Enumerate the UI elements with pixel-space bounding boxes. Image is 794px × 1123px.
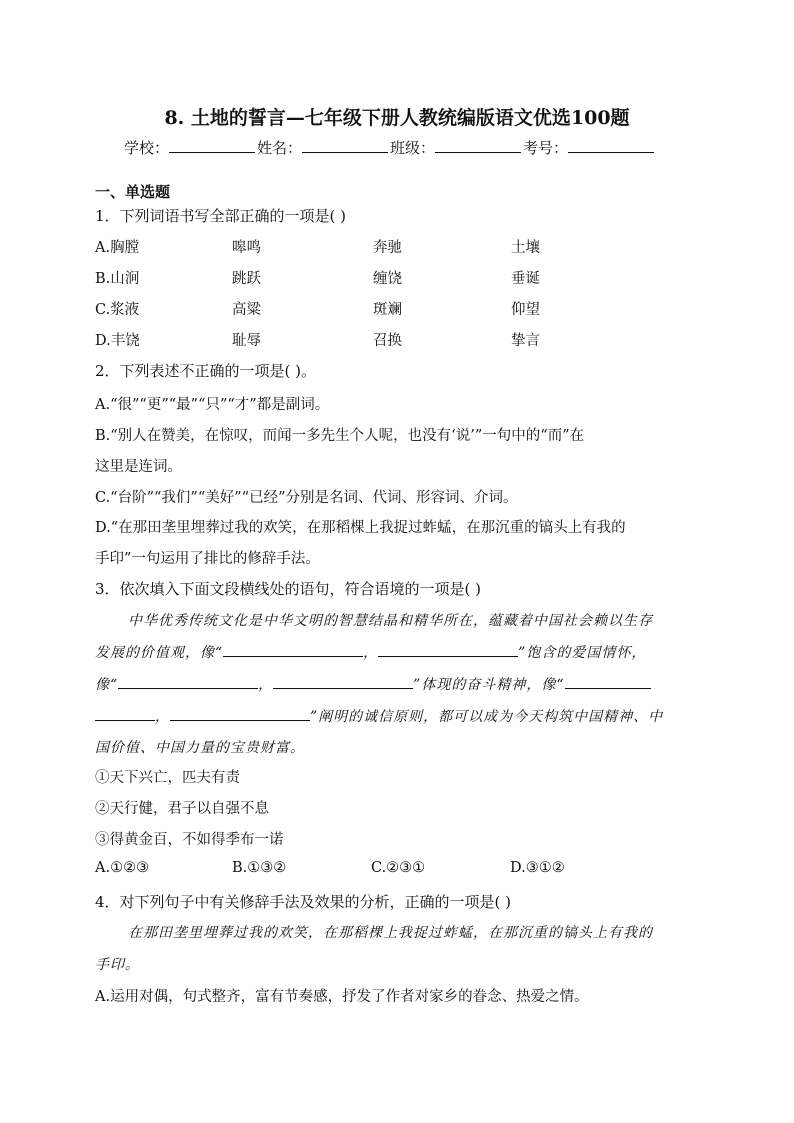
q3-passage-line1: 中华优秀传统文化是中华文明的智慧结晶和精华所在，蕴藏着中国社会赖以生存 xyxy=(128,613,653,629)
q4-stem: 4．对下列句子中有关修辞手法及效果的分析，正确的一项是( ) xyxy=(95,893,512,911)
class-blank[interactable] xyxy=(435,136,521,153)
q2-option-a: A.“很”“更”“最”“只”“才”都是副词。 xyxy=(95,397,330,413)
q3-passage-line3 xyxy=(95,674,651,694)
q3-item-3: ③得黄金百，不如得季布一诺 xyxy=(95,832,284,848)
q3-stem: 3．依次填入下面文段横线处的语句，符合语境的一项是( ) xyxy=(95,580,482,598)
q3-text: ， xyxy=(363,645,379,661)
q1-row-b-col3: 缠饶 xyxy=(373,271,402,287)
q1-row-a-col3: 奔驰 xyxy=(373,240,402,256)
q3-text: ， xyxy=(258,677,274,693)
q1-row-a-col1: A.胸膛 xyxy=(95,240,140,256)
blank-line[interactable] xyxy=(170,706,310,721)
q2-option-b-line1: B.“别人在赞美，在惊叹，而闻一多先生个人呢，也没有‘说’”一句中的“而”在 xyxy=(95,428,585,444)
class-label: 班级： xyxy=(390,139,436,157)
q3-item-2: ②天行健，君子以自强不息 xyxy=(95,801,269,817)
q2-option-b-line2: 这里是连词。 xyxy=(95,459,182,475)
blank-line[interactable] xyxy=(223,642,363,657)
page-title: 8. 土地的誓言—七年级下册人教统编版语文优选100题 xyxy=(164,107,630,129)
q3-passage-line2 xyxy=(95,642,646,662)
q3-passage-line5: 国价值、中国力量的宝贵财富。 xyxy=(95,740,305,756)
school-label: 学校： xyxy=(124,139,170,157)
q1-row-d-col3: 召换 xyxy=(373,333,402,349)
q1-row-a-col4: 土壤 xyxy=(511,240,540,256)
q3-option-d: D.③①② xyxy=(510,860,565,876)
q1-row-b-col1: B.山涧 xyxy=(95,271,140,287)
school-blank[interactable] xyxy=(169,136,255,153)
q2-option-d-line2: 手印”一句运用了排比的修辞手法。 xyxy=(95,551,320,567)
blank-line[interactable] xyxy=(273,674,413,689)
student-info-line xyxy=(124,136,656,158)
q3-option-b: B.①③② xyxy=(232,860,287,876)
q1-row-c-col4: 仰望 xyxy=(511,302,540,318)
q3-passage-line4 xyxy=(95,706,663,726)
name-blank[interactable] xyxy=(302,136,388,153)
q3-text: ， xyxy=(155,709,170,725)
blank-line[interactable] xyxy=(118,674,258,689)
q1-stem: 1．下列词语书写全部正确的一项是( ) xyxy=(95,207,347,225)
q2-option-c: C.“台阶”“我们”“美好”“已经”分别是名词、代词、形容词、介词。 xyxy=(95,490,518,506)
blank-line[interactable] xyxy=(378,642,518,657)
q1-row-b-col2: 跳跃 xyxy=(232,271,261,287)
q3-text: 发展的价值观，像“ xyxy=(95,645,224,661)
q3-option-a: A.①②③ xyxy=(95,860,150,876)
q3-text: ”体现的奋斗精神，像“ xyxy=(413,677,565,693)
q1-row-a-col2: 嗥鸣 xyxy=(232,240,261,256)
q1-row-c-col1: C.浆液 xyxy=(95,302,140,318)
q1-row-c-col3: 斑斓 xyxy=(373,302,402,318)
q1-row-d-col1: D.丰饶 xyxy=(95,333,140,349)
q4-option-a: A.运用对偶，句式整齐，富有节奏感，抒发了作者对家乡的眷念、热爱之情。 xyxy=(95,989,589,1005)
q2-stem: 2．下列表述不正确的一项是( )。 xyxy=(95,362,317,380)
q3-option-c: C.②③① xyxy=(371,860,426,876)
blank-line[interactable] xyxy=(95,706,155,721)
q4-passage-line1: 在那田垄里埋葬过我的欢笑，在那稻棵上我捉过蚱蜢，在那沉重的镐头上有我的 xyxy=(128,925,653,941)
q1-row-d-col2: 耻辱 xyxy=(232,333,261,349)
q1-row-b-col4: 垂诞 xyxy=(511,271,540,287)
q3-item-1: ①天下兴亡，匹夫有责 xyxy=(95,770,240,786)
number-label: 考号： xyxy=(523,139,569,157)
q4-passage-line2: 手印。 xyxy=(95,957,140,973)
q2-option-d-line1: D.“在那田垄里埋葬过我的欢笑，在那稻棵上我捉过蚱蜢，在那沉重的镐头上有我的 xyxy=(95,520,626,536)
q1-row-c-col2: 高粱 xyxy=(232,302,261,318)
q3-text: 像“ xyxy=(95,677,119,693)
q3-text: ”阐明的诚信原则，都可以成为今天构筑中国精神、中 xyxy=(310,709,664,725)
name-label: 姓名： xyxy=(257,139,303,157)
q1-row-d-col4: 挚言 xyxy=(511,333,540,349)
section-heading: 一、单选题 xyxy=(95,183,171,201)
number-blank[interactable] xyxy=(568,136,654,153)
q3-text: ”饱含的爱国情怀， xyxy=(518,645,647,661)
blank-line[interactable] xyxy=(565,674,651,689)
